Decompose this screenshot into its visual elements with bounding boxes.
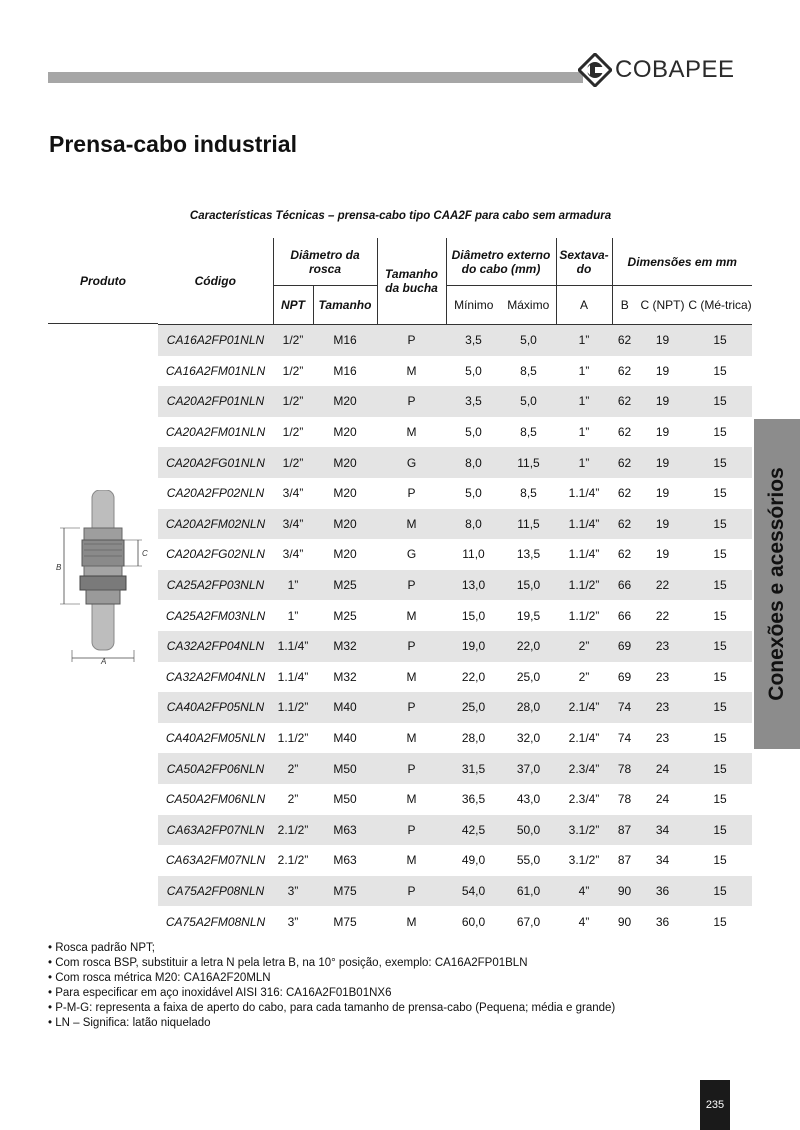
codigo-cell: CA25A2FP03NLN — [158, 570, 273, 601]
c-npt-cell: 19 — [637, 509, 688, 540]
cobapee-logo-icon — [578, 53, 612, 87]
npt-cell: 1” — [287, 608, 299, 623]
codigo-cell: CA20A2FP01NLN — [158, 386, 273, 417]
npt-cell: 2” — [287, 792, 299, 807]
maximo-cell: 50,0 — [501, 815, 556, 846]
minimo-cell: 3,5 — [446, 325, 501, 356]
table-row — [158, 325, 752, 356]
table-row — [158, 356, 752, 387]
b-cell: 62 — [612, 447, 637, 478]
tamanho-cell: M20 — [313, 509, 377, 540]
table-row — [158, 509, 752, 540]
table-row — [158, 478, 752, 509]
sextavado-cell: 2.1/4” — [556, 692, 612, 723]
sextavado-cell: 1.1/4” — [568, 486, 600, 501]
c-npt-cell: 36 — [637, 876, 688, 907]
tamanho-cell: M63 — [333, 853, 357, 868]
c-npt-cell: 19 — [655, 425, 670, 440]
c-metrica-cell: 15 — [688, 447, 752, 478]
codigo-cell: CA20A2FG01NLN — [158, 447, 273, 478]
minimo-cell: 54,0 — [446, 876, 501, 907]
minimo-cell: 60,0 — [461, 914, 486, 929]
dimension-label-a: A — [101, 657, 107, 665]
tamanho-cell: M20 — [333, 486, 357, 501]
section-side-tab — [754, 419, 800, 749]
tamanho-header: Tamanho — [313, 286, 377, 325]
c-npt-cell: 23 — [637, 692, 688, 723]
sextavado-cell: 1” — [556, 325, 612, 356]
sextavado-cell: 2” — [556, 631, 612, 662]
c-metrica-cell: 15 — [713, 914, 727, 929]
table-row — [158, 570, 752, 601]
note-item: • Com rosca métrica M20: CA16A2F20MLN — [48, 972, 271, 984]
npt-cell: 3” — [287, 914, 299, 929]
minimo-cell: 22,0 — [461, 669, 486, 684]
c-npt-cell: 19 — [637, 447, 688, 478]
npt-cell: 1/2” — [273, 447, 313, 478]
minimo-cell: 28,0 — [461, 731, 486, 746]
bucha-cell: M — [406, 608, 417, 623]
maximo-cell: 22,0 — [501, 631, 556, 662]
b-cell: 66 — [612, 570, 637, 601]
table-row — [158, 906, 752, 937]
c-metrica-cell: 15 — [713, 425, 727, 440]
maximo-cell: 37,0 — [501, 753, 556, 784]
npt-cell: 3/4” — [282, 547, 304, 562]
minimo-cell: 8,0 — [446, 509, 501, 540]
sextavado-cell: 2” — [578, 669, 590, 684]
tamanho-cell: M20 — [333, 547, 357, 562]
minimo-cell: 15,0 — [461, 608, 486, 623]
diametro-rosca-header: Diâmetro da rosca — [273, 238, 377, 286]
maximo-cell: 13,5 — [516, 547, 541, 562]
c-npt-cell: 23 — [655, 669, 670, 684]
cable-gland-diagram — [50, 490, 158, 665]
c-npt-cell: 36 — [655, 914, 670, 929]
minimo-cell: 5,0 — [465, 425, 482, 440]
c-metrica-cell: 15 — [688, 631, 752, 662]
b-cell: 62 — [612, 325, 637, 356]
c-metrica-cell: 15 — [713, 486, 727, 501]
maximo-cell: 67,0 — [516, 914, 541, 929]
c-npt-cell: 24 — [637, 753, 688, 784]
sextavado-header: Sextava-do — [556, 238, 612, 286]
c-npt-cell: 22 — [655, 608, 670, 623]
c-metrica-cell: 15 — [688, 509, 752, 540]
table-row — [158, 753, 752, 784]
bucha-cell: M — [406, 669, 417, 684]
maximo-cell: 8,5 — [520, 363, 537, 378]
bucha-cell: M — [406, 425, 417, 440]
b-cell: 62 — [612, 386, 637, 417]
table-row — [158, 876, 752, 907]
sextavado-cell: 4” — [556, 876, 612, 907]
tamanho-cell: M50 — [333, 792, 357, 807]
b-cell: 74 — [617, 731, 632, 746]
codigo-cell: CA32A2FP04NLN — [158, 631, 273, 662]
table-row — [158, 845, 752, 876]
tamanho-cell: M75 — [333, 914, 357, 929]
minimo-cell: 31,5 — [446, 753, 501, 784]
c-npt-cell: 34 — [655, 853, 670, 868]
codigo-cell: CA25A2FM03NLN — [165, 608, 266, 623]
table-row — [158, 723, 752, 754]
minimo-cell: 8,0 — [446, 447, 501, 478]
maximo-cell: 8,5 — [520, 425, 537, 440]
c-metrica-cell: 15 — [713, 363, 727, 378]
codigo-cell: CA40A2FM05NLN — [165, 731, 266, 746]
dimension-label-b: B — [56, 563, 62, 572]
bucha-cell: G — [377, 447, 446, 478]
table-row — [158, 631, 752, 662]
tamanho-cell: M20 — [333, 425, 357, 440]
b-cell: 62 — [617, 486, 632, 501]
codigo-cell: CA16A2FM01NLN — [165, 363, 266, 378]
tamanho-cell: M25 — [333, 608, 357, 623]
c-npt-cell: 19 — [655, 363, 670, 378]
notes-list — [48, 941, 615, 1031]
npt-cell: 3” — [273, 876, 313, 907]
b-cell: 78 — [612, 753, 637, 784]
npt-cell: 3/4” — [282, 486, 304, 501]
minimo-cell: 13,0 — [446, 570, 501, 601]
b-cell: 87 — [617, 853, 632, 868]
sextavado-cell: 1.1/4” — [568, 547, 600, 562]
table-row — [158, 447, 752, 478]
codigo-cell: CA50A2FP06NLN — [158, 753, 273, 784]
c-metrica-cell: 15 — [713, 853, 727, 868]
npt-cell: 3/4” — [273, 509, 313, 540]
sextavado-cell: 1” — [556, 386, 612, 417]
page-number: 235 — [700, 1080, 730, 1130]
tamanho-cell: M32 — [333, 669, 357, 684]
c-npt-cell: 19 — [637, 386, 688, 417]
note-item: • LN – Significa: latão niquelado — [48, 1017, 211, 1029]
bucha-cell: M — [406, 853, 417, 868]
b-cell: 87 — [612, 815, 637, 846]
sextavado-cell: 1” — [578, 363, 590, 378]
dimensoes-header: Dimensões em mm — [612, 238, 752, 286]
maximo-cell: 25,0 — [516, 669, 541, 684]
sextavado-cell: 2.1/4” — [568, 731, 600, 746]
maximo-cell: 8,5 — [520, 486, 537, 501]
tamanho-cell: M63 — [313, 815, 377, 846]
note-item: • Para especificar em aço inoxidável AISI 316: CA16A2F01B01NX6 — [48, 987, 392, 999]
codigo-cell: CA63A2FM07NLN — [165, 853, 266, 868]
table-row — [158, 784, 752, 815]
codigo-cell: CA63A2FP07NLN — [158, 815, 273, 846]
tamanho-bucha-header: Tamanho da bucha — [377, 238, 446, 325]
npt-cell: 1/2” — [273, 325, 313, 356]
bucha-cell: P — [377, 325, 446, 356]
tamanho-cell: M32 — [313, 631, 377, 662]
b-cell: 90 — [612, 876, 637, 907]
minimo-cell: 5,0 — [465, 363, 482, 378]
codigo-cell: CA20A2FM02NLN — [158, 509, 273, 540]
c-npt-cell: 23 — [637, 631, 688, 662]
sextavado-cell: 1.1/4” — [556, 509, 612, 540]
c-npt-cell: 19 — [655, 486, 670, 501]
bucha-cell: P — [377, 631, 446, 662]
sextavado-cell: 2.3/4” — [568, 792, 600, 807]
codigo-cell: CA32A2FM04NLN — [165, 669, 266, 684]
maximo-cell: 19,5 — [516, 608, 541, 623]
note-item: • Com rosca BSP, substituir a letra N pela letra B, na 10° posição, exemplo: CA16A2FP01BLN — [48, 957, 528, 969]
c-npt-header: C (NPT) — [637, 286, 688, 325]
sextavado-cell: 1” — [578, 425, 590, 440]
produto-header: Produto — [48, 238, 158, 324]
bucha-cell: M — [377, 509, 446, 540]
b-cell: 90 — [617, 914, 632, 929]
bucha-cell: M — [406, 792, 417, 807]
sextavado-cell: 1” — [556, 447, 612, 478]
minimo-cell: 19,0 — [446, 631, 501, 662]
bucha-cell: P — [377, 753, 446, 784]
b-cell: 74 — [612, 692, 637, 723]
codigo-cell: CA16A2FP01NLN — [158, 325, 273, 356]
sextavado-cell: 3.1/2” — [556, 815, 612, 846]
maximo-cell: 28,0 — [501, 692, 556, 723]
npt-cell: 1” — [273, 570, 313, 601]
c-metrica-cell: 15 — [688, 815, 752, 846]
c-npt-cell: 34 — [637, 815, 688, 846]
minimo-cell: 36,5 — [461, 792, 486, 807]
b-cell: 62 — [617, 363, 632, 378]
bucha-cell: M — [406, 363, 417, 378]
note-item: • Rosca padrão NPT; — [48, 942, 155, 954]
bucha-cell: P — [377, 386, 446, 417]
tamanho-cell: M25 — [313, 570, 377, 601]
table-row — [158, 417, 752, 448]
maximo-cell: 61,0 — [501, 876, 556, 907]
table-row — [158, 692, 752, 723]
maximo-cell: 55,0 — [516, 853, 541, 868]
maximo-cell: 5,0 — [501, 325, 556, 356]
c-metrica-cell: 15 — [713, 547, 727, 562]
npt-cell: 1/2” — [282, 425, 304, 440]
b-cell: 69 — [612, 631, 637, 662]
codigo-cell: CA20A2FP02NLN — [166, 486, 265, 501]
codigo-cell: CA75A2FM08NLN — [165, 914, 266, 929]
sextavado-cell: 3.1/2” — [568, 853, 600, 868]
tamanho-cell: M40 — [313, 692, 377, 723]
dimension-label-c: C — [142, 549, 148, 558]
c-npt-cell: 24 — [655, 792, 670, 807]
codigo-cell: CA50A2FM06NLN — [165, 792, 266, 807]
codigo-header: Código — [158, 238, 273, 325]
table-row — [158, 386, 752, 417]
b-cell: 62 — [617, 425, 632, 440]
c-metrica-cell: 15 — [688, 753, 752, 784]
npt-header: NPT — [273, 286, 313, 325]
diametro-externo-header: Diâmetro externo do cabo (mm) — [446, 238, 556, 286]
c-metrica-header: C (Mé-trica) — [688, 286, 752, 325]
bucha-cell: P — [377, 876, 446, 907]
minimo-cell: 49,0 — [461, 853, 486, 868]
c-metrica-cell: 15 — [713, 608, 727, 623]
tamanho-cell: M20 — [313, 386, 377, 417]
c-npt-cell: 19 — [655, 547, 670, 562]
b-cell: 66 — [617, 608, 632, 623]
bucha-cell: P — [407, 486, 416, 501]
table-caption: Características Técnicas – prensa-cabo tipo CAA2F para cabo sem armadura — [189, 210, 612, 222]
spec-table — [158, 238, 752, 937]
c-metrica-cell: 15 — [688, 386, 752, 417]
c-metrica-cell: 15 — [688, 325, 752, 356]
npt-cell: 1.1/4” — [277, 669, 309, 684]
b-cell: 69 — [617, 669, 632, 684]
minimo-cell: 25,0 — [446, 692, 501, 723]
minimo-cell: 3,5 — [446, 386, 501, 417]
c-npt-cell: 19 — [637, 325, 688, 356]
c-metrica-cell: 15 — [713, 731, 727, 746]
codigo-cell: CA20A2FG02NLN — [166, 547, 265, 562]
b-cell: 62 — [617, 547, 632, 562]
section-side-tab-label: Conexões e acessórios — [765, 467, 788, 701]
npt-cell: 1/2” — [282, 363, 304, 378]
maximo-cell: 32,0 — [516, 731, 541, 746]
a-header: A — [556, 286, 612, 325]
header-bar — [48, 72, 583, 83]
maximo-cell: 43,0 — [516, 792, 541, 807]
sextavado-cell: 2.3/4” — [556, 753, 612, 784]
maximo-cell: 15,0 — [501, 570, 556, 601]
maximo-cell: 5,0 — [501, 386, 556, 417]
sextavado-cell: 1.1/2” — [568, 608, 600, 623]
table-row — [158, 539, 752, 570]
bucha-cell: P — [377, 815, 446, 846]
maximo-cell: 11,5 — [501, 447, 556, 478]
b-header: B — [612, 286, 637, 325]
bucha-cell: M — [406, 731, 417, 746]
npt-cell: 1.1/4” — [273, 631, 313, 662]
npt-cell: 1.1/2” — [273, 692, 313, 723]
tamanho-cell: M75 — [313, 876, 377, 907]
tamanho-cell: M20 — [313, 447, 377, 478]
codigo-cell: CA40A2FP05NLN — [158, 692, 273, 723]
table-row — [158, 600, 752, 631]
table-row — [158, 662, 752, 693]
b-cell: 78 — [617, 792, 632, 807]
npt-cell: 2.1/2” — [273, 815, 313, 846]
tamanho-cell: M50 — [313, 753, 377, 784]
c-npt-cell: 23 — [655, 731, 670, 746]
codigo-cell: CA20A2FM01NLN — [165, 425, 266, 440]
npt-cell: 1/2” — [273, 386, 313, 417]
table-row — [158, 815, 752, 846]
bucha-cell: P — [377, 692, 446, 723]
tamanho-cell: M16 — [313, 325, 377, 356]
bucha-cell: P — [377, 570, 446, 601]
page-title: Prensa-cabo industrial — [49, 131, 297, 157]
minimo-header: Mínimo — [446, 286, 501, 325]
npt-cell: 2” — [273, 753, 313, 784]
b-cell: 62 — [612, 509, 637, 540]
tamanho-cell: M16 — [333, 363, 357, 378]
sextavado-cell: 1.1/2” — [556, 570, 612, 601]
sextavado-cell: 4” — [578, 914, 590, 929]
codigo-cell: CA75A2FP08NLN — [158, 876, 273, 907]
minimo-cell: 11,0 — [462, 547, 485, 562]
npt-cell: 1.1/2” — [277, 731, 309, 746]
brand-logo — [578, 53, 735, 87]
c-metrica-cell: 15 — [688, 876, 752, 907]
maximo-cell: 11,5 — [501, 509, 556, 540]
note-item: • P-M-G: representa a faixa de aperto do cabo, para cada tamanho de prensa-cabo (Pequena; média e grande) — [48, 1002, 616, 1014]
bucha-cell: M — [406, 914, 417, 929]
c-metrica-cell: 15 — [713, 792, 727, 807]
bucha-cell: G — [406, 547, 417, 562]
brand-name: COBAPEE — [615, 56, 735, 83]
tamanho-cell: M40 — [333, 731, 357, 746]
c-npt-cell: 22 — [637, 570, 688, 601]
npt-cell: 2.1/2” — [277, 853, 309, 868]
c-metrica-cell: 15 — [688, 692, 752, 723]
maximo-header: Máximo — [501, 286, 556, 325]
minimo-cell: 5,0 — [465, 486, 482, 501]
c-metrica-cell: 15 — [713, 669, 727, 684]
c-metrica-cell: 15 — [688, 570, 752, 601]
minimo-cell: 42,5 — [446, 815, 501, 846]
